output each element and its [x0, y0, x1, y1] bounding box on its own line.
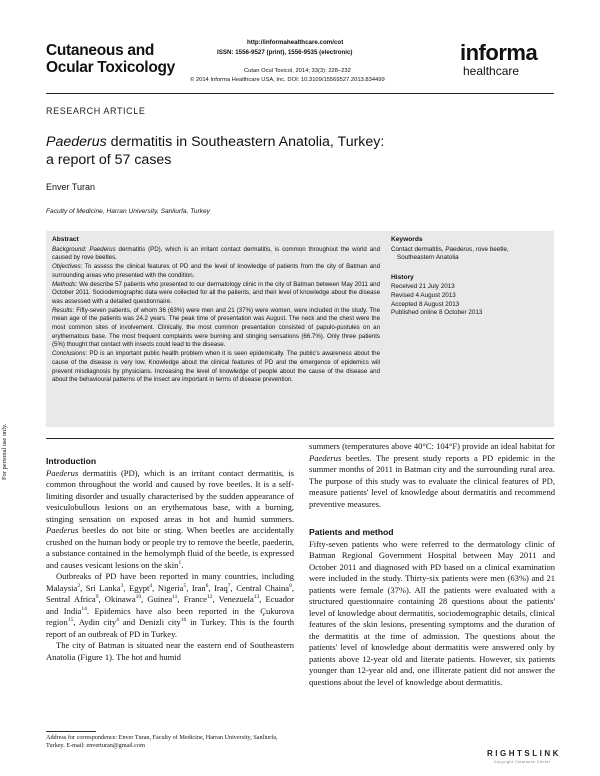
- journal-name-line2: Ocular Toxicology: [46, 59, 175, 76]
- rightslink-logo[interactable]: RIGHTSLINK: [487, 749, 561, 758]
- article-title: [46, 133, 516, 169]
- journal-name-line1: Cutaneous and: [46, 42, 155, 59]
- watermark-line2: For personal use only.: [0, 423, 8, 480]
- intro-heading: Introduction: [46, 456, 97, 466]
- title-text: dermatitis in Southeastern Anatolia, Turkey:: [106, 134, 385, 150]
- right-column: [309, 441, 555, 688]
- publisher-name: informa: [460, 40, 538, 65]
- keywords-heading: Keywords: [391, 236, 423, 243]
- intro-continued: summers (temperatures above 40°C: 104°F) provide an ideal habitat for Paederus beetles. The present study reports a PD epidemic in the summer months of 2011 in Batman city and the surrounding rural area. The purpose of this study was to evaluate the clinical features of PD, measure patients' level of knowledge about dermatitis and recommend preventive measures.: [309, 441, 555, 509]
- publisher-logo: [460, 42, 537, 78]
- history-accepted: Accepted 8 August 2013: [391, 300, 460, 308]
- abstract-heading: Abstract: [52, 236, 79, 243]
- correspondence-footnote: Address for correspondence: Enver Turan, Faculty of Medicine, Harran University, Sanliurfa, Turkey. E-mail: enverturan@gmail.com: [46, 734, 278, 749]
- author-name: Enver Turan: [46, 182, 96, 192]
- rightslink-subtitle: Copyright Clearance Center: [494, 760, 551, 764]
- intro-paragraph-3: The city of Batman is situated near the eastern end of Southeastern Anatolia (Figure 1). The hot and humid: [46, 640, 294, 662]
- article-type: RESEARCH ARTICLE: [46, 106, 146, 116]
- title-line2: a report of 57 cases: [46, 152, 172, 168]
- footnote-rule: [46, 731, 96, 732]
- keywords-history-panel: [391, 236, 551, 318]
- keywords-line2: Southeastern Anatolia: [397, 254, 459, 262]
- header-divider: [46, 93, 554, 94]
- journal-logo: [46, 42, 175, 76]
- history-heading: History: [391, 273, 414, 281]
- abstract-results: Results: Fifty-seven patients, of whom 36 (63%) were men and 21 (37%) were women, were included in the study. The mean age of the patients was 24.2 years. The peak time of presentation was August. The neck and the chest were the most common sites of involvement. Clinically, the most common presentation consisted of papulo-pustules on an erythematous base. The most frequent complaints were burning and stinging sensations (66.7%). Only three patients (5%) thought that contact with insects could lead to the disease.: [52, 306, 380, 349]
- intro-paragraph-2: Outbreaks of PD have been reported in many countries, including Malaysia$^2$, Sri Lanka$^3$, Egypt$^4$, Nigeria$^5$, Iran$^6$, Iraq$^7$, Central Chaina$^8$, Sentral Africa$^9$, Okinawa$^{10}$, Guinea$^{11}$, France$^{12}$, Venezuela$^{13}$, Ecuador and India$^{14}$. Epidemics have also been reported in the Çukurova region$^{15}$, Aydin city$^4$ and Denizli city$^{16}$ in Turkey. This is the fourth report of an outbreak of PD in Turkey.: [46, 571, 295, 639]
- left-column: [46, 456, 294, 663]
- history-received: Received 21 July 2013: [391, 283, 455, 291]
- title-italic: Paederus: [46, 134, 107, 150]
- history-published: Published online 8 October 2013: [391, 309, 483, 317]
- abstract-objectives: Objectives: To assess the clinical features of PD and the level of knowledge of patients from the city of Batman and surrounding areas who presented with the condition.: [52, 263, 380, 279]
- abstract-bottom-divider: [46, 438, 554, 439]
- abstract-conclusions: Conclusions: PD is an important public health problem when it is seen epidemically. The public's awareness about the cause of the disease is very low. Knowledge about the clinical features of PD and the emergence of epidemics will prevent misdiagnosis by physicians. Increasing the level of knowledge of people about the cause of the disease and about the behavioural patterns of the insect are important in terms of disease prevention.: [52, 350, 380, 384]
- abstract-methods: Methods: We describe 57 patients who presented to our dermatology clinic in the city of Batman between May 2011 and October 2011. Sociodemographic data were collected for all the patients, and their level of knowledge about the disease was assessed with a detailed questionnaire.: [52, 280, 380, 305]
- publisher-subname: healthcare: [463, 64, 520, 78]
- journal-url[interactable]: http://informahealthcare.com/cot: [247, 39, 344, 46]
- methods-paragraph: Fifty-seven patients who were referred to the dermatology clinic of Batman Regional Government Hospital between May 2011 and October 2011 and diagnosed with PD based on a clinical examination were included in the study. Thirty-six patients were men (63%) and 21 patients were female (37%). All the patients were evaluated with a structured questionnaire containing 28 questions about the patients' level of knowledge about dermatitis, sociodemographic details, clinical features of the skin lesions, presenting symptoms and the duration of the dermatitis at the time of admission. The questions about the patients' level of knowledge about dermatitis were answered only by patients above 12-year old and literate patients. However, six patients younger than 12-year old and, one illiterate patient did not answer the questions about the level of knowledge about dermatitis.: [309, 538, 555, 687]
- abstract: [52, 236, 380, 385]
- intro-paragraph-1: Paederus dermatitis (PD), which is an irritant contact dermatitis, is common throughout the world and caused by rove beetles. It is a self-limiting disorder and usually characterised by the sudden appearance of vesiculobullous lesions on an erythematous base, with a burning, stinging sensation on exposed areas in hot and humid summers. Paederus beetles do not bite or sting. When beetles are accidentally crushed on the human body or people try to remove the beetle, paederin, a substance contained in the hemolymph fluid of the beetle, is expressed and causes vesicant lesions on the skin$^1$.: [46, 467, 294, 570]
- watermark-text: [0, 329, 8, 600]
- copyright-doi: © 2014 Informa Healthcare USA, Inc. DOI: 10.3109/15569527.2013.834499: [190, 77, 385, 83]
- journal-citation: Cutan Ocul Toxicol, 2014; 33(3): 228–232: [244, 68, 351, 74]
- methods-heading: Patients and method: [309, 527, 394, 537]
- keywords-line1: Contact dermatitis, Paederus, rove beetle,: [391, 245, 509, 253]
- history-revised: Revised 4 August 2013: [391, 291, 456, 299]
- journal-issn: ISSN: 1556-9527 (print), 1556-9535 (electronic): [217, 49, 353, 56]
- abstract-background: Background: Paederus dermatitis (PD), which is an irritant contact dermatitis, is common throughout the world and caused by rove beetles.: [52, 245, 380, 262]
- author-affiliation: Faculty of Medicine, Harran University, Sanliurfa, Turkey: [46, 208, 210, 215]
